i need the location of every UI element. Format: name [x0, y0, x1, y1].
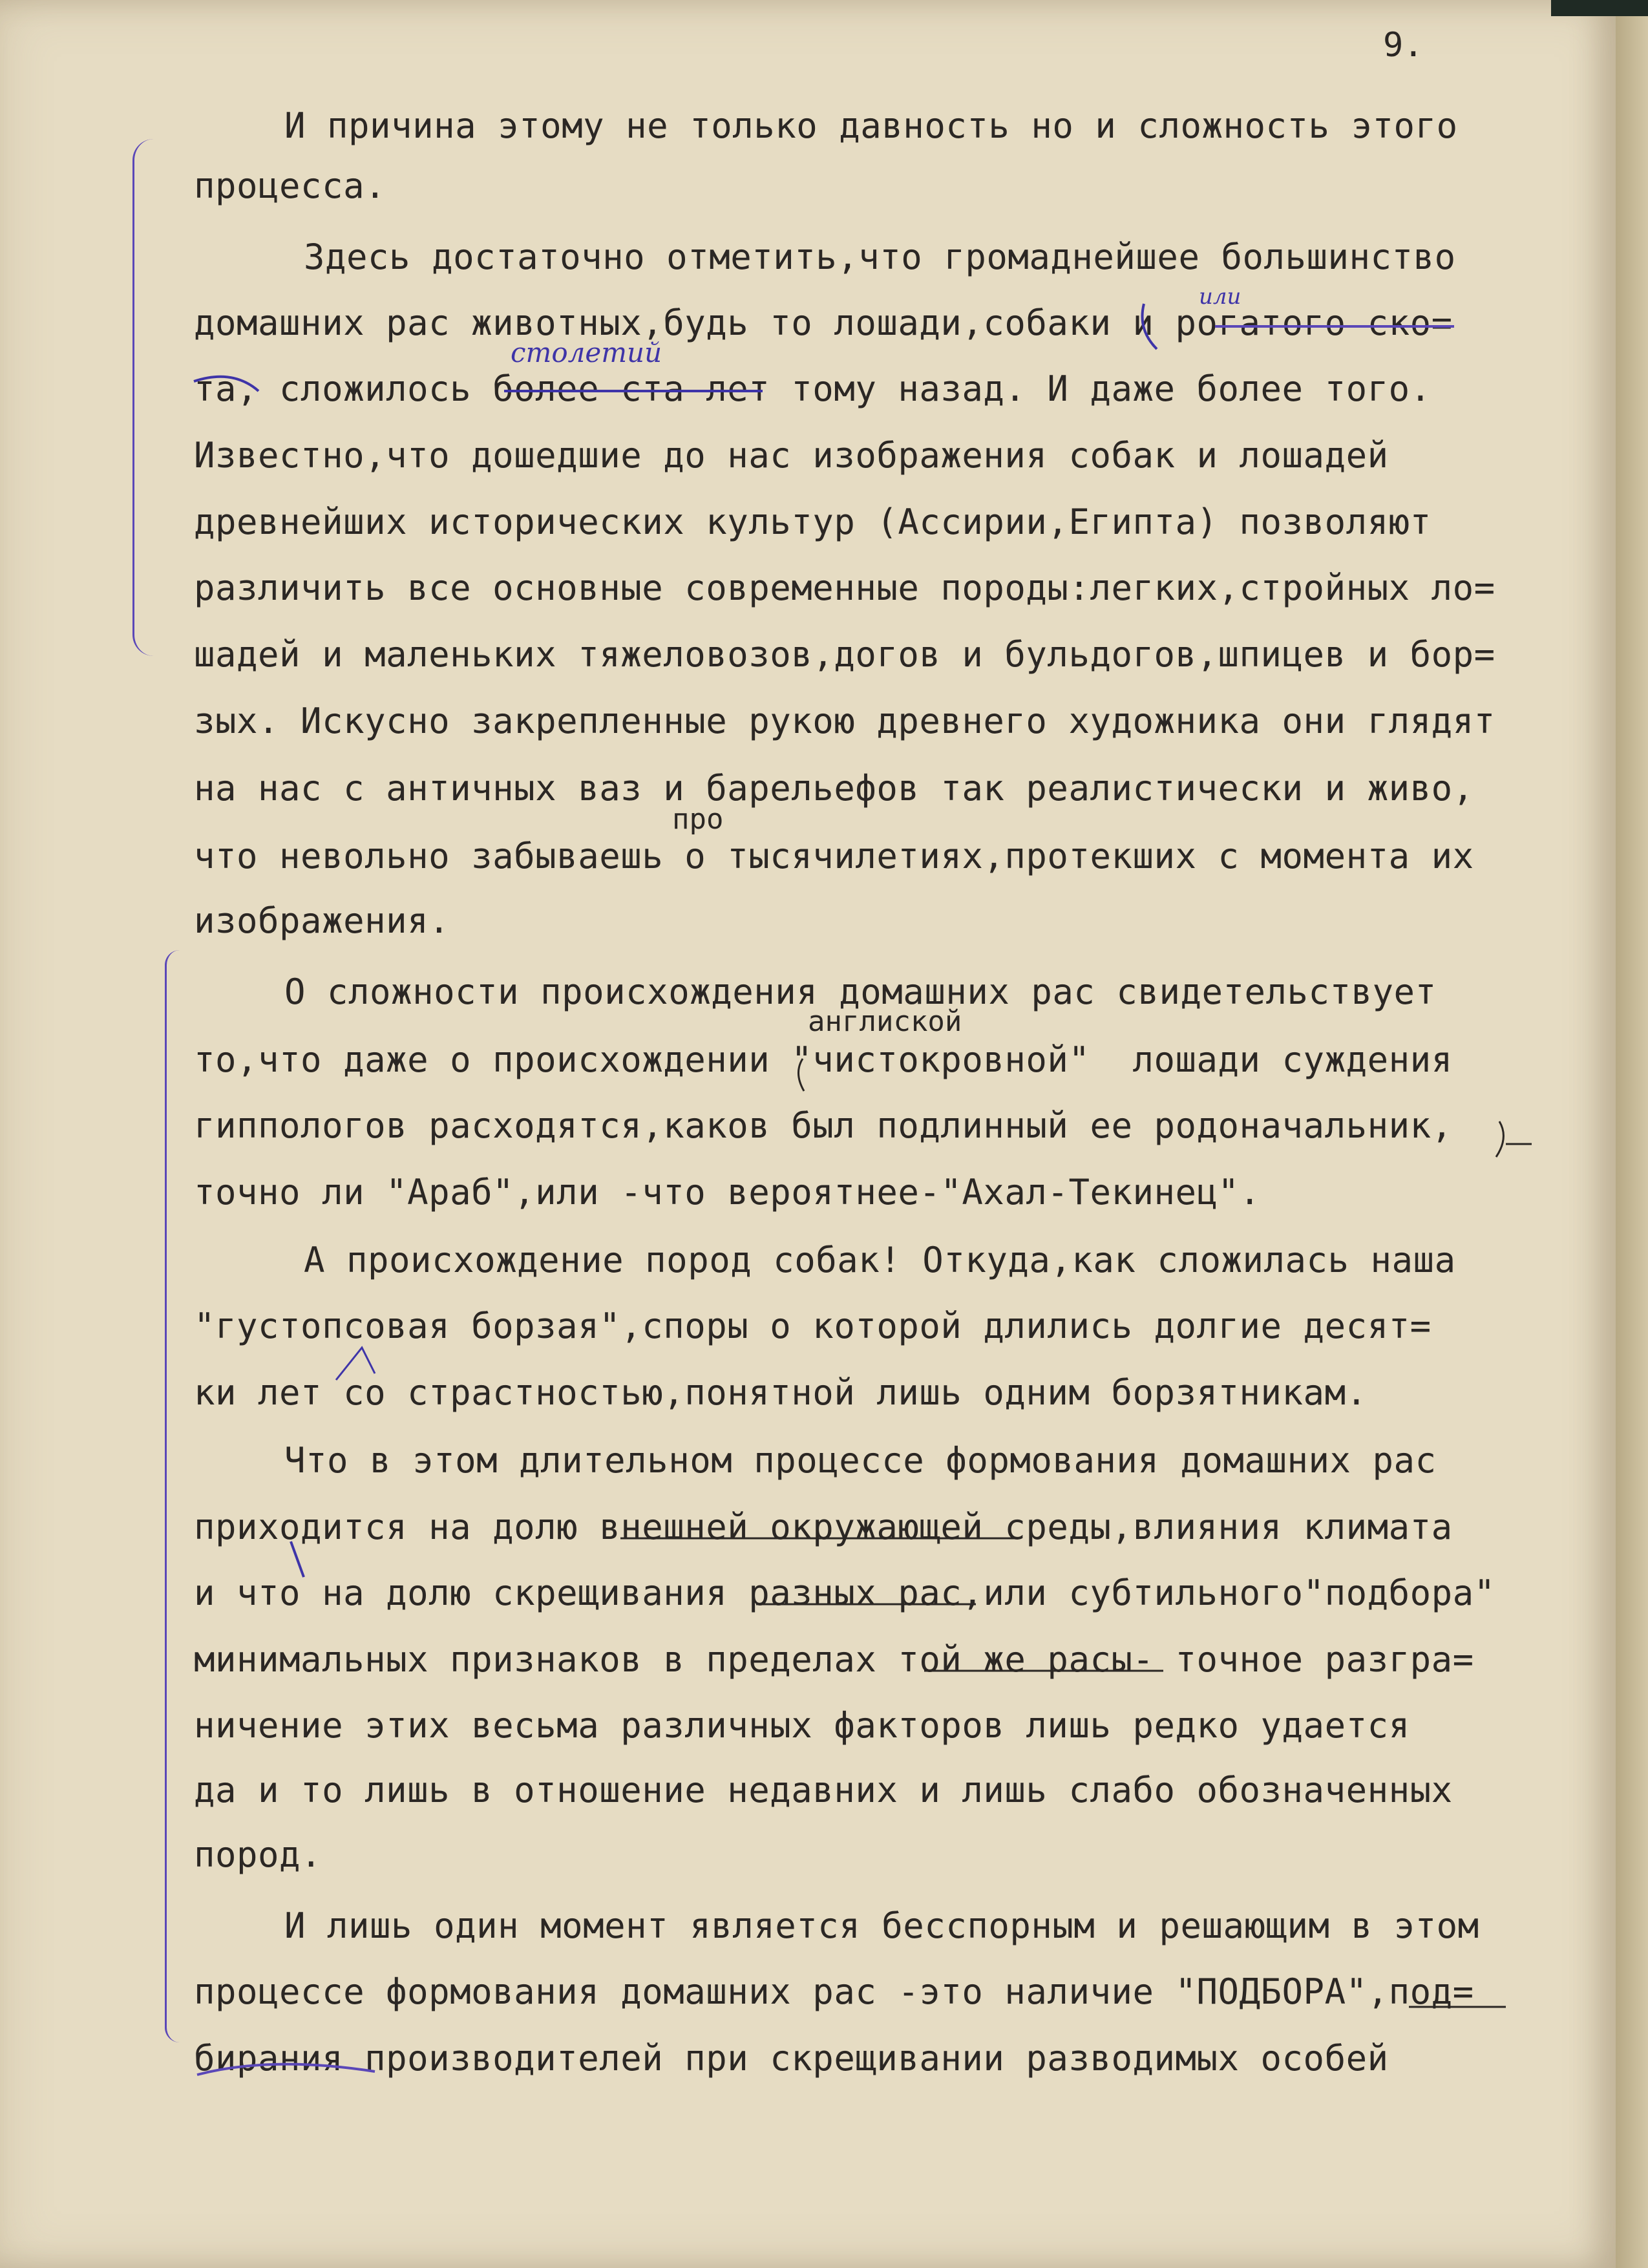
text-line-14: О сложности происхождения домашних рас свидетельствует: [284, 971, 1437, 1012]
text-line-19: "густопсовая борзая",споры о которой длились долгие десят=: [194, 1306, 1431, 1346]
text-line-1: И причина этому не только давность но и сложность этого: [284, 105, 1458, 146]
bracket-mark-sobaki: [1143, 304, 1157, 349]
text-line-30: бирания производителей при скрещивании разводимых особей: [194, 2038, 1389, 2079]
text-line-21: Что в этом длительном процессе формования домашних рас: [284, 1440, 1437, 1481]
text-line-12: что невольно забываешь о тысячилетиях,протекших с момента их: [194, 836, 1474, 876]
typed-insertion-pro: про: [672, 803, 724, 836]
underline-birania: [197, 2064, 375, 2075]
text-line-28: И лишь один момент является бесспорным и решающим в этом: [284, 1905, 1479, 1946]
text-line-8: различить все основные современные породы:легких,стройных ло=: [194, 567, 1495, 608]
margin-mark-rodonachalnik: [1496, 1121, 1532, 1157]
text-line-11: на нас с античных ваз и барельефов так реалистически и живо,: [194, 768, 1474, 809]
text-line-18: А происхождение пород собак! Откуда,как сложилась наша: [304, 1240, 1456, 1280]
text-line-9: шадей и маленьких тяжеловозов,догов и бульдогов,шпицев и бор=: [194, 634, 1495, 675]
text-line-17: точно ли "Араб",или -что вероятнее-"Ахал-Текинец".: [194, 1172, 1261, 1213]
text-line-4: домашних рас животных,будь то лошади,собаки и рогатого ско=: [194, 302, 1453, 343]
text-line-24: минимальных признаков в пределах той же расы- точное разгра=: [194, 1639, 1474, 1680]
insert-mark-strastnostyu: [336, 1348, 375, 1380]
handwritten-stoletiy: столетий: [511, 337, 662, 368]
paren-mark-chistokrovnoy: [798, 1059, 804, 1091]
insert-caret-mark: [194, 377, 259, 391]
page-number: 9.: [1383, 26, 1424, 65]
text-line-23: и что на долю скрещивания разных рас,или субтильного"подбора": [194, 1573, 1495, 1613]
text-line-13: изображения.: [194, 900, 450, 941]
text-line-2: процесса.: [194, 165, 386, 206]
text-line-29: процессе формования домашних рас -это наличие "ПОДБОРА",под=: [194, 1971, 1474, 2012]
text-line-20: ки лет со страстностью,понятной лишь одним борзятникам.: [194, 1372, 1368, 1413]
text-line-27: пород.: [194, 1834, 322, 1875]
text-line-5: та, сложилось более ста лет тому назад. И даже более того.: [194, 368, 1431, 409]
text-line-16: гиппологов расходятся,каков был подлинный ее родоначальник,: [194, 1105, 1453, 1146]
text-line-10: зых. Искусно закрепленные рукою древнего художника они глядят: [194, 701, 1495, 741]
text-line-25: ничение этих весьма различных факторов лишь редко удается: [194, 1705, 1410, 1746]
text-line-15: то,что даже о происхождении "чистокровной" лошади суждения: [194, 1039, 1453, 1080]
handwritten-ili: или: [1199, 284, 1241, 310]
typed-insertion-angliyskoy: англиской: [808, 1005, 962, 1038]
text-line-22: приходится на долю внешней окружающей среды,влияния климата: [194, 1507, 1453, 1547]
text-line-3: Здесь достаточно отметить,что громаднейшее большинство: [304, 237, 1456, 277]
text-line-6: Известно,что дошедшие до нас изображения собак и лошадей: [194, 435, 1389, 476]
text-line-26: да и то лишь в отношение недавних и лишь слабо обозначенных: [194, 1770, 1453, 1810]
text-line-7: древнейших исторических культур (Ассирии,Египта) позволяют: [194, 502, 1431, 542]
pen-tick-mark: [291, 1542, 304, 1577]
